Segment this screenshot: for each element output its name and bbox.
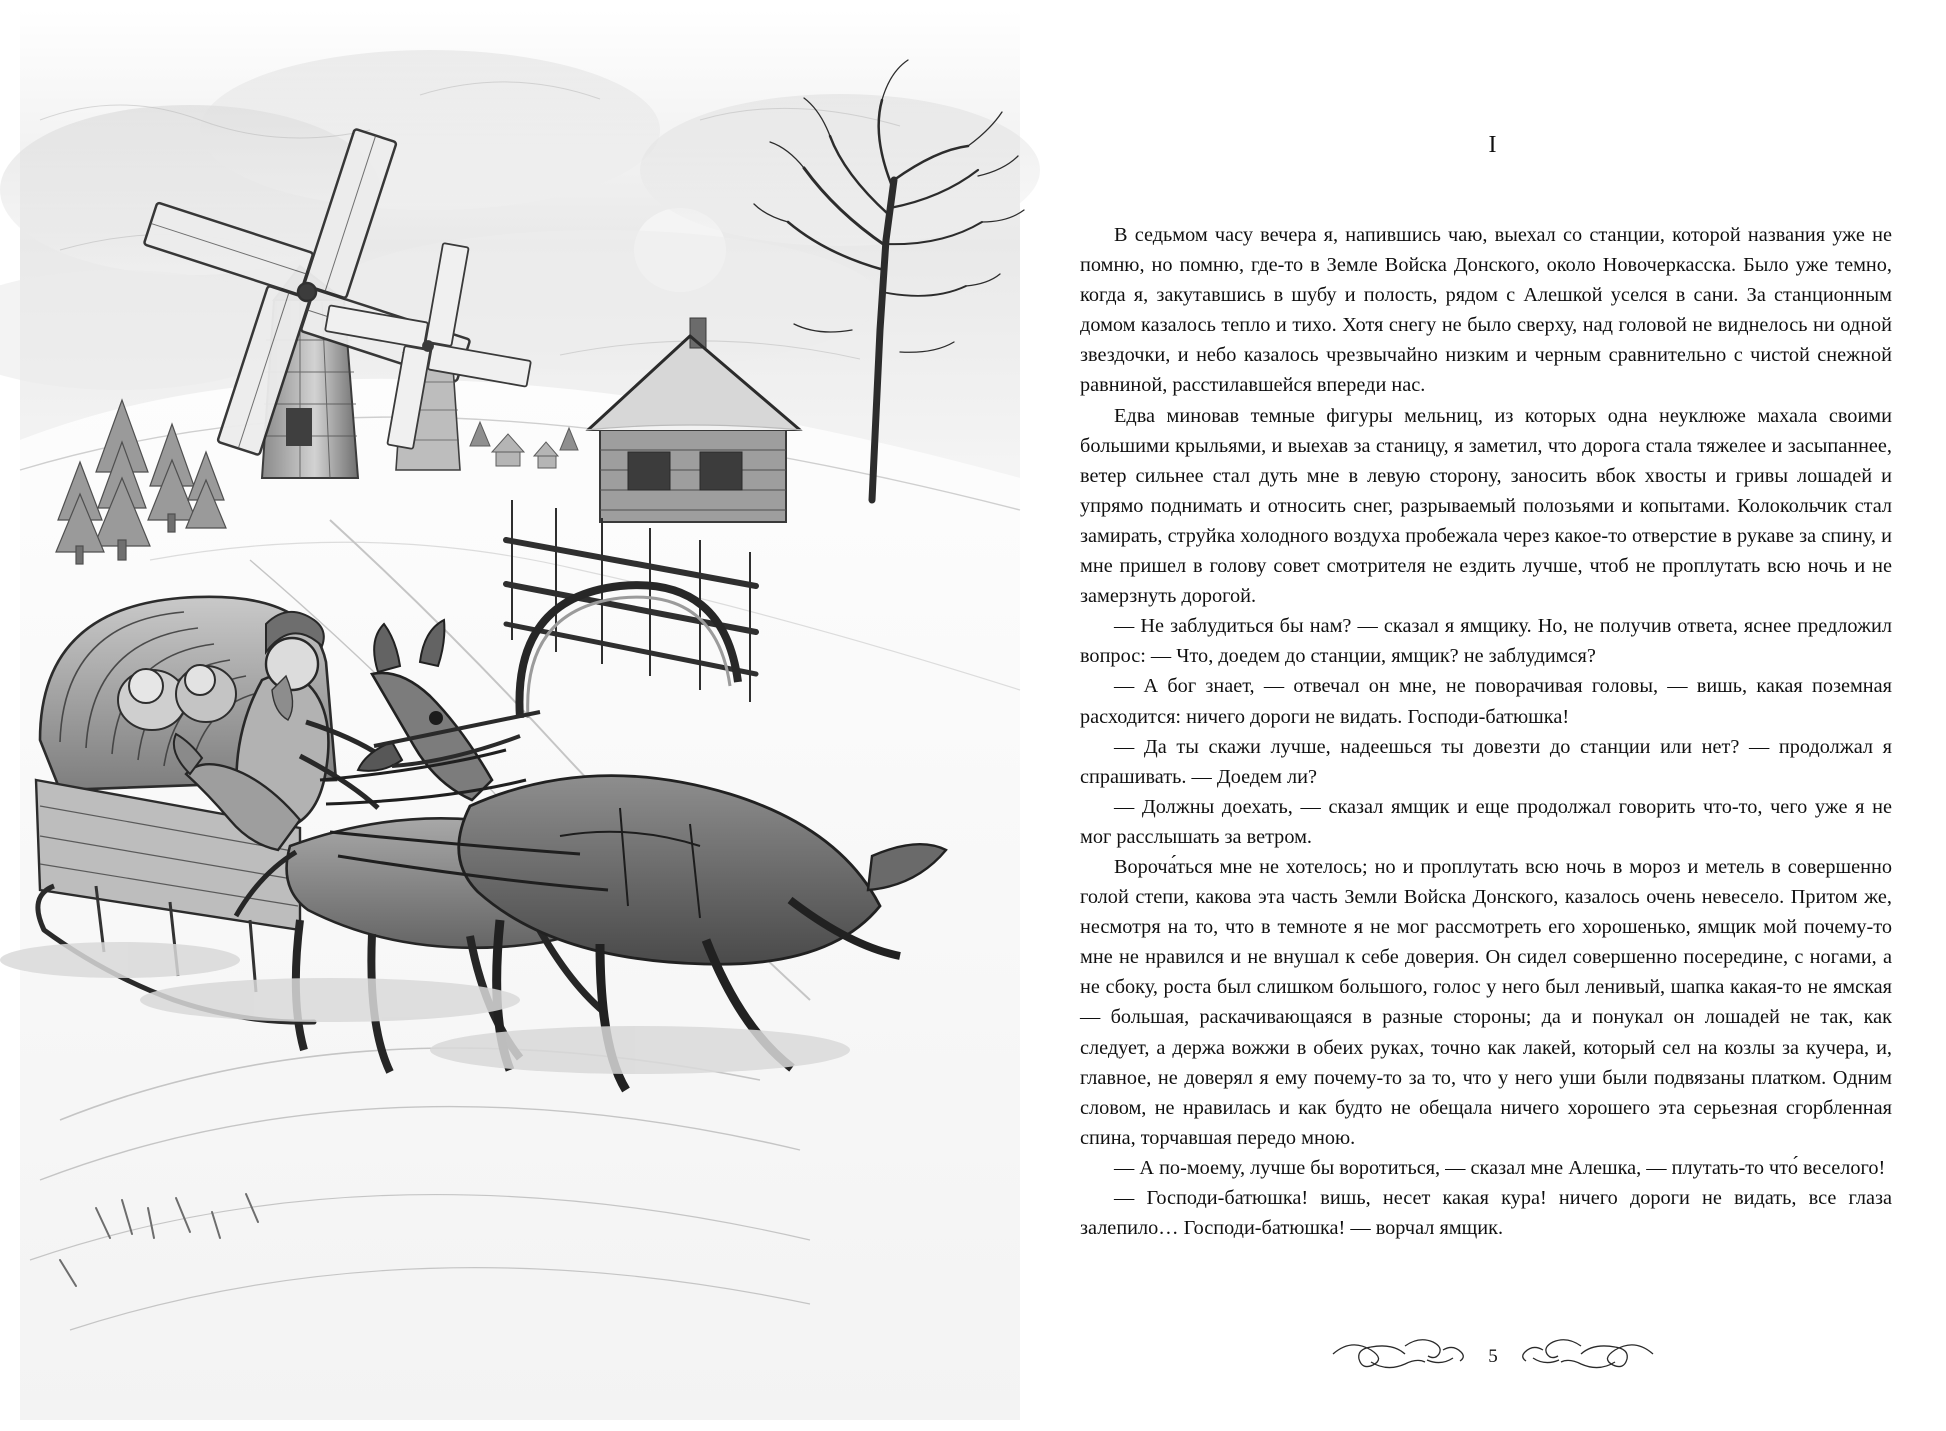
page-number: 5 [1488,1345,1498,1367]
paragraph: В седьмом часу вечера я, напившись чаю, выехал со станции, которой названия уже не помню, но помню, где-то в Земле Войска Донского, около Новочеркасска. Было уже темно, когда я, закутавшись в шубу и полость, рядом с Алешкой уселся в сани. За станционным домом казалось тепло и тихо. Хотя снегу не было сверху, над головой не виднелось ни одной звездочки, и небо казалось чрезвычайно низким и черным сравнительно с чистой снежной равниной, расстилавшейся впереди нас. [1080,224,1892,397]
body-text [1080,220,1892,1243]
right-page [1040,0,1946,1431]
paragraph: Едва миновав темные фигуры мельниц, из которых одна неуклюже махала своими большими крыльями, и выехав за станицу, я заметил, что дорога стала тяжелее и засыпаннее, ветер сильнее стал дуть мне в левую сторону, заносить вбок хвосты и гривы лошадей и упрямо поднимать и относить снег, разрываемый полозьями и копытами. Колокольчик стал замирать, струйка холодного воздуха пробежала через какое-то отверстие в рукаве за спину, и мне пришел в голову совет смотрителя не ездить лучше, чтоб не проплутать всю ночь и не замерзнуть дорогой. [1080,404,1892,608]
paragraph: — А по-моему, лучше бы воротиться, — сказал мне Алешка, — плутать-то что́ веселого! [1114,1156,1886,1179]
paragraph: — Не заблудиться бы нам? — сказал я ямщику. Но, не получив ответа, яснее предложил вопрос: — Что, доедем до станции, ямщик? не заблудимся? [1080,615,1892,668]
paragraph: — Да ты скажи лучше, надеешься ты довезти до станции или нет? — продолжал я спрашивать. — Доедем ли? [1080,735,1892,788]
paragraph: — Господи-батюшка! вишь, несет какая кура! ничего дороги не видать, все глаза залепило… Господи-батюшка! — ворчал ямщик. [1080,1187,1892,1240]
paragraph: Вороча́ться мне не хотелось; но и проплутать всю ночь в мороз и метель в совершенно голой степи, какова эта часть Земли Войска Донского, казалось очень невесело. Притом же, несмотря на то, что в темноте я не мог рассмотреть его хорошенько, ямщик мой почему-то мне не нравился и не внушал к себе доверия. Он сидел совершенно посередине, с ногами, а не сбоку, роста был слишком большого, голос у него был ленивый, шапка какая-то не ямская — большая, раскачивающаяся в разные стороны; да и понукал он лошадей не так, как следует, а держа вожжи в обеих руках, точно как лакей, который сел на козлы за кучера, и, главное, не доверял я ему почему-то за то, что у него уши были подвязаны платком. Одним словом, не нравилась и как будто не обещала ничего хорошего эта серьезная сгорбленная спина, торчавшая передо мною. [1080,855,1892,1149]
ornament-flourish-right-icon [1515,1334,1655,1379]
page-footer [1040,1334,1946,1379]
chapter-number: I [1488,132,1498,158]
paragraph: — Должны доехать, — сказал ямщик и еще продолжал говорить что-то, чего уже я не мог расслышать за ветром. [1080,795,1892,848]
ornament-flourish-left-icon [1331,1334,1471,1379]
paragraph: — А бог знает, — отвечал он мне, не поворачивая головы, — вишь, какая поземная расходится: ничего дороги не видать. Господи-батюшка! [1080,675,1892,728]
